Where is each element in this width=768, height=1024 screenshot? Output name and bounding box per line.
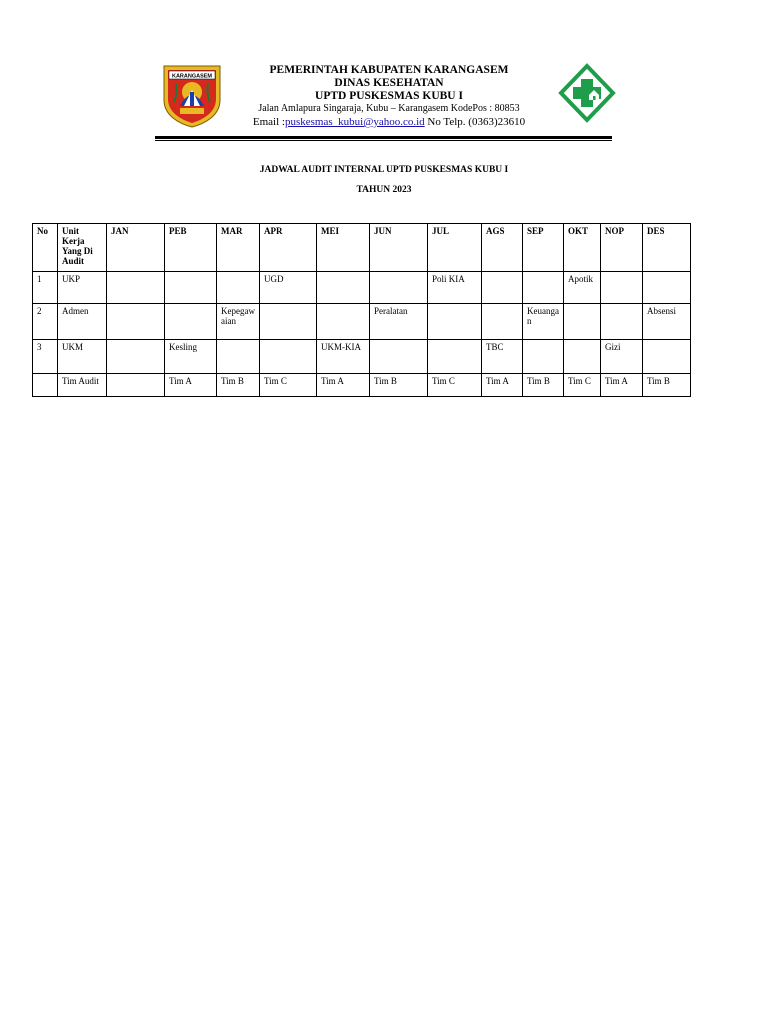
header-cell: JUL — [428, 224, 482, 272]
table-cell: Apotik — [564, 272, 601, 304]
table-cell — [165, 304, 217, 340]
table-cell: UKM-KIA — [317, 340, 370, 374]
email-link[interactable]: puskesmas_kubui@yahoo.co.id — [284, 116, 425, 128]
header-cell: NOP — [601, 224, 643, 272]
table-cell — [643, 340, 691, 374]
header-cell: PEB — [165, 224, 217, 272]
table-row — [33, 340, 691, 374]
table-cell — [107, 304, 165, 340]
table-cell — [107, 340, 165, 374]
table-cell — [217, 272, 260, 304]
table-cell: Tim B — [370, 374, 428, 397]
table-cell — [260, 340, 317, 374]
header-cell: JUN — [370, 224, 428, 272]
table-cell — [564, 304, 601, 340]
header-cell: MEI — [317, 224, 370, 272]
table-cell: Gizi — [601, 340, 643, 374]
header-cell: DES — [643, 224, 691, 272]
table-cell — [428, 304, 482, 340]
table-cell — [601, 304, 643, 340]
table-cell — [317, 304, 370, 340]
table-cell — [370, 272, 428, 304]
table-cell — [317, 272, 370, 304]
table-cell: TBC — [482, 340, 523, 374]
table-cell — [428, 340, 482, 374]
table-cell — [165, 272, 217, 304]
table-cell: Tim A — [165, 374, 217, 397]
table-cell — [643, 272, 691, 304]
puskesmas-cross-icon — [555, 63, 619, 123]
table-cell — [260, 304, 317, 340]
table-cell: Kepegawaian — [217, 304, 260, 340]
table-cell: Admen — [58, 304, 107, 340]
table-cell: Tim B — [643, 374, 691, 397]
crest-label: KARANGASEM — [171, 73, 213, 80]
phone-number: No Telp. (0363)23610 — [424, 116, 526, 128]
table-cell: Kesling — [165, 340, 217, 374]
header-cell: No — [33, 224, 58, 272]
table-cell: 3 — [33, 340, 58, 374]
table-cell — [33, 374, 58, 397]
table-cell: Tim B — [523, 374, 564, 397]
header-cell: APR — [260, 224, 317, 272]
table-cell: 2 — [33, 304, 58, 340]
table-cell: UKM — [58, 340, 107, 374]
header-cell: Unit Kerja Yang Di Audit — [58, 224, 107, 272]
table-row — [33, 374, 691, 397]
email-label: Email : — [252, 116, 285, 128]
table-cell — [107, 272, 165, 304]
letterhead-contact — [200, 116, 578, 128]
table-header-row — [33, 224, 691, 272]
table-cell — [482, 272, 523, 304]
table-cell — [370, 340, 428, 374]
table-cell — [217, 340, 260, 374]
letterhead-government: PEMERINTAH KABUPATEN KARANGASEM — [269, 64, 509, 76]
letterhead-department: DINAS KESEHATAN — [334, 77, 444, 89]
table-cell: UGD — [260, 272, 317, 304]
table-cell — [482, 304, 523, 340]
header-cell: SEP — [523, 224, 564, 272]
table-cell — [564, 340, 601, 374]
table-cell: Tim C — [564, 374, 601, 397]
letterhead-address: Jalan Amlapura Singaraja, Kubu – Karangasem KodePos : 80853 — [258, 103, 520, 114]
table-cell: Peralatan — [370, 304, 428, 340]
table-cell — [523, 272, 564, 304]
table-cell: UKP — [58, 272, 107, 304]
header-cell: MAR — [217, 224, 260, 272]
table-cell: Tim C — [428, 374, 482, 397]
table-cell: Poli KIA — [428, 272, 482, 304]
table-cell: Tim B — [217, 374, 260, 397]
table-cell: Absensi — [643, 304, 691, 340]
table-cell: Tim Audit — [58, 374, 107, 397]
table-cell — [523, 340, 564, 374]
table-row — [33, 304, 691, 340]
audit-schedule-table — [32, 223, 691, 397]
letterhead-divider-thick — [155, 136, 612, 139]
table-cell: Tim A — [601, 374, 643, 397]
header-cell: OKT — [564, 224, 601, 272]
table-cell — [601, 272, 643, 304]
table-cell: Tim C — [260, 374, 317, 397]
table-cell: 1 — [33, 272, 58, 304]
table-cell: Tim A — [482, 374, 523, 397]
letterhead-institution: UPTD PUSKESMAS KUBU I — [315, 90, 463, 102]
header-cell: JAN — [107, 224, 165, 272]
table-row — [33, 272, 691, 304]
table-cell — [107, 374, 165, 397]
table-cell: Keuangan — [523, 304, 564, 340]
table-cell: Tim A — [317, 374, 370, 397]
letterhead — [0, 0, 768, 145]
letterhead-divider-thin — [155, 140, 612, 141]
document-title: JADWAL AUDIT INTERNAL UPTD PUSKESMAS KUBU I — [259, 165, 509, 175]
document-year: TAHUN 2023 — [356, 185, 412, 195]
header-cell: AGS — [482, 224, 523, 272]
